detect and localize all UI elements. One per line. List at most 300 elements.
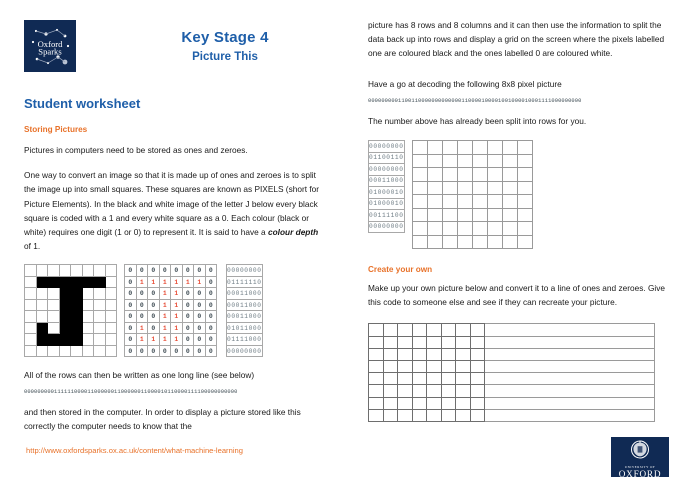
own-answer-line[interactable] — [485, 324, 655, 336]
decode-grid-cell[interactable] — [442, 235, 457, 249]
table-row — [25, 311, 117, 323]
binary-row-value: 01111110 — [227, 276, 263, 288]
table-row — [227, 276, 263, 288]
own-answer-line[interactable] — [485, 336, 655, 348]
own-grid-cell[interactable] — [456, 385, 471, 397]
own-grid-cell[interactable] — [441, 336, 456, 348]
pixel-white — [59, 265, 71, 277]
digit-cell: 1 — [136, 334, 148, 346]
digit-cell: 0 — [182, 322, 194, 334]
digit-cell: 0 — [194, 345, 206, 357]
decode-grid-cell[interactable] — [442, 168, 457, 182]
decode-grid-cell[interactable] — [442, 154, 457, 168]
pixel-white — [48, 345, 60, 357]
own-grid-cell[interactable] — [470, 324, 485, 336]
decode-grid-cell[interactable] — [472, 154, 487, 168]
decode-grid-cell[interactable] — [517, 181, 532, 195]
table-row — [25, 276, 117, 288]
digit-cell: 0 — [194, 288, 206, 300]
table-row — [412, 154, 532, 168]
decode-grid-cell[interactable] — [472, 168, 487, 182]
paragraph-make-your-own: Make up your own picture below and convert it to a line of ones and zeroes. Give this code to someone else and see if they can recreate your picture. — [368, 283, 666, 308]
decode-grid-cell[interactable] — [472, 181, 487, 195]
decode-grid-cell[interactable] — [412, 222, 427, 236]
digit-cell: 1 — [171, 276, 183, 288]
pixel-white — [25, 322, 37, 334]
table-row — [369, 385, 655, 397]
decode-grid-cell[interactable] — [427, 195, 442, 209]
digit-cell: 0 — [148, 299, 160, 311]
decode-grid-cell[interactable] — [502, 222, 517, 236]
decode-grid-cell[interactable] — [502, 208, 517, 222]
digit-cell: 1 — [136, 322, 148, 334]
decode-grid-cell[interactable] — [457, 141, 472, 155]
decode-grid-cell[interactable] — [412, 208, 427, 222]
table-row — [412, 181, 532, 195]
source-url-link[interactable]: http://www.oxfordsparks.ox.ac.uk/content/what-machine-learning — [26, 446, 243, 455]
pixel-white — [25, 288, 37, 300]
digit-cell: 1 — [148, 334, 160, 346]
own-grid-cell[interactable] — [456, 409, 471, 421]
digit-cell: 0 — [194, 311, 206, 323]
table-row — [125, 276, 217, 288]
table-row — [412, 222, 532, 236]
own-grid-cell[interactable] — [470, 409, 485, 421]
table-row — [412, 168, 532, 182]
decode-figure — [368, 140, 668, 249]
own-grid-cell[interactable] — [441, 409, 456, 421]
table-row — [369, 360, 655, 372]
digit-cell: 0 — [205, 276, 217, 288]
digit-cell: 0 — [171, 345, 183, 357]
own-grid-cell[interactable] — [398, 360, 413, 372]
own-grid-cell[interactable] — [383, 373, 398, 385]
decode-grid-cell[interactable] — [487, 168, 502, 182]
own-answer-line[interactable] — [485, 397, 655, 409]
paragraph-have-a-go: Have a go at decoding the following 8x8 pixel picture — [368, 78, 562, 89]
pixel-white — [36, 265, 48, 277]
own-grid-cell[interactable] — [398, 385, 413, 397]
pixel-black — [59, 288, 71, 300]
decode-grid-cell[interactable] — [412, 168, 427, 182]
pixel-black — [48, 276, 60, 288]
pixel-white — [25, 334, 37, 346]
own-grid-cell[interactable] — [470, 348, 485, 360]
digit-cell: 1 — [194, 276, 206, 288]
digit-cell: 0 — [194, 334, 206, 346]
own-grid-cell[interactable] — [470, 373, 485, 385]
digit-cell: 0 — [125, 276, 137, 288]
pixel-white — [94, 322, 106, 334]
decode-grid-cell[interactable] — [517, 235, 532, 249]
digit-cell: 1 — [159, 334, 171, 346]
pixel-white — [36, 345, 48, 357]
table-row — [125, 265, 217, 277]
digit-cell: 0 — [182, 288, 194, 300]
binary-row-value: 00011000 — [227, 311, 263, 323]
table-row — [125, 334, 217, 346]
pixel-white — [36, 311, 48, 323]
decode-grid-cell[interactable] — [412, 195, 427, 209]
pixel-white — [48, 322, 60, 334]
digit-cell: 1 — [148, 276, 160, 288]
table-row — [369, 164, 405, 176]
own-grid-cell[interactable] — [470, 385, 485, 397]
pixel-white — [48, 288, 60, 300]
paragraph-intro: Pictures in computers need to be stored as ones and zeroes. — [24, 145, 248, 155]
digit-cell: 0 — [205, 334, 217, 346]
pixel-white — [94, 299, 106, 311]
pixel-white — [105, 299, 117, 311]
own-grid-cell[interactable] — [427, 373, 442, 385]
binary-row-value: 00000000 — [227, 265, 263, 277]
pixel-white — [94, 334, 106, 346]
pixel-black — [59, 299, 71, 311]
table-row — [227, 345, 263, 357]
pixel-white — [105, 311, 117, 323]
table-row — [369, 221, 405, 233]
pixel-white — [105, 265, 117, 277]
own-grid-cell[interactable] — [412, 385, 427, 397]
pixel-black — [71, 288, 83, 300]
table-row — [369, 324, 655, 336]
pixel-white — [36, 299, 48, 311]
decode-grid-cell[interactable] — [472, 235, 487, 249]
own-grid-cell[interactable] — [412, 373, 427, 385]
decode-grid-cell[interactable] — [442, 141, 457, 155]
digit-cell: 1 — [159, 288, 171, 300]
decode-grid-cell[interactable] — [517, 195, 532, 209]
own-grid-cell[interactable] — [369, 409, 384, 421]
table-row — [25, 288, 117, 300]
digit-cell: 0 — [148, 322, 160, 334]
own-grid-cell[interactable] — [470, 360, 485, 372]
decode-grid-cell[interactable] — [472, 222, 487, 236]
own-grid-cell[interactable] — [369, 385, 384, 397]
digit-cell: 0 — [182, 334, 194, 346]
decode-row-value: 00011000 — [369, 175, 405, 187]
decode-grid-cell[interactable] — [487, 181, 502, 195]
digit-cell: 0 — [182, 311, 194, 323]
pixel-white — [71, 345, 83, 357]
pixel-white — [48, 311, 60, 323]
table-row — [25, 299, 117, 311]
decode-grid-cell[interactable] — [442, 195, 457, 209]
digit-cell: 1 — [171, 299, 183, 311]
paragraph-stored-in-computer: and then stored in the computer. In order to display a picture stored like this correctly the computer needs to know that the — [24, 406, 301, 431]
pixel-white — [82, 334, 94, 346]
decode-grid-cell[interactable] — [487, 141, 502, 155]
decode-grid-cell[interactable] — [502, 154, 517, 168]
own-grid-cell[interactable] — [398, 373, 413, 385]
decode-grid-cell[interactable] — [457, 168, 472, 182]
pixel-black — [36, 276, 48, 288]
digit-cell: 0 — [136, 311, 148, 323]
pixel-black — [71, 334, 83, 346]
table-row — [227, 299, 263, 311]
own-grid-cell[interactable] — [441, 397, 456, 409]
own-grid-cell[interactable] — [441, 385, 456, 397]
own-grid-cell[interactable] — [383, 397, 398, 409]
pixel-black — [71, 311, 83, 323]
page-title: Key Stage 4 — [181, 29, 269, 46]
own-answer-line[interactable] — [485, 348, 655, 360]
digit-cell: 0 — [182, 299, 194, 311]
digit-cell: 0 — [125, 345, 137, 357]
oxford-sparks-logo — [24, 20, 76, 72]
own-grid-cell[interactable] — [412, 409, 427, 421]
pixel-white — [105, 288, 117, 300]
decode-grid-cell[interactable] — [412, 181, 427, 195]
binary-row-value: 00011000 — [227, 288, 263, 300]
own-grid-cell[interactable] — [412, 397, 427, 409]
pixel-white — [48, 299, 60, 311]
decode-grid-cell[interactable] — [427, 168, 442, 182]
pixel-white — [82, 288, 94, 300]
digit-cell: 1 — [159, 299, 171, 311]
own-grid-cell[interactable] — [398, 324, 413, 336]
pixel-black — [48, 334, 60, 346]
decode-row-value: 00000000 — [369, 141, 405, 153]
decode-grid-cell[interactable] — [457, 154, 472, 168]
table-row — [125, 288, 217, 300]
paragraph-one-long-line: All of the rows can then be written as one long line (see below) — [24, 370, 255, 381]
own-grid-cell[interactable] — [441, 373, 456, 385]
binary-row-value: 00011000 — [227, 299, 263, 311]
decode-grid-cell[interactable] — [457, 181, 472, 195]
digit-cell: 1 — [136, 276, 148, 288]
own-grid-cell[interactable] — [456, 348, 471, 360]
digit-cell: 0 — [205, 299, 217, 311]
digit-cell: 0 — [136, 288, 148, 300]
decode-grid-cell[interactable] — [487, 208, 502, 222]
own-grid-cell[interactable] — [383, 409, 398, 421]
decode-grid-cell[interactable] — [487, 235, 502, 249]
paragraph-pixels-b: of 1. — [24, 241, 41, 252]
own-grid-cell[interactable] — [369, 360, 384, 372]
pixel-white — [36, 288, 48, 300]
oxford-logo-line1: UNIVERSITY OF — [624, 464, 656, 469]
right-column — [368, 18, 668, 422]
own-grid-cell[interactable] — [427, 409, 442, 421]
paragraph-pixels-a: One way to convert an image so that it is made up of ones and zeroes is to split the image up into small squares. These squares are known as PIXELS (short for Picture Elements). In the black and white image of the letter J below every black square is coded with a 1 and every white square as a 0. Each colour (black or white) requires one digit (1 or 0) to represent it. It is said to have a — [24, 170, 319, 238]
table-row — [369, 141, 405, 153]
own-grid-cell[interactable] — [383, 336, 398, 348]
own-grid-cell[interactable] — [456, 373, 471, 385]
pixel-black — [36, 334, 48, 346]
digit-cell: 0 — [136, 299, 148, 311]
pixel-black — [82, 276, 94, 288]
oxford-logo-line2: OXFORD — [618, 468, 662, 479]
own-grid-cell[interactable] — [427, 397, 442, 409]
own-grid-cell[interactable] — [441, 324, 456, 336]
own-grid-cell[interactable] — [427, 336, 442, 348]
decode-grid-cell[interactable] — [427, 208, 442, 222]
own-grid-cell[interactable] — [441, 348, 456, 360]
digit-cell: 0 — [205, 288, 217, 300]
long-binary-line: 0000000001111110000110000001100000011000010110000111100000000000 — [24, 388, 238, 395]
pixel-white — [25, 311, 37, 323]
decode-grid-cell[interactable] — [427, 235, 442, 249]
binary-rows-list — [226, 264, 263, 357]
decode-grid-cell[interactable] — [487, 154, 502, 168]
letter-j-figure — [24, 264, 324, 357]
own-grid-cell[interactable] — [369, 397, 384, 409]
pixel-white — [82, 345, 94, 357]
own-answer-line[interactable] — [485, 409, 655, 421]
decode-empty-grid[interactable] — [412, 140, 533, 249]
digit-cell: 0 — [182, 345, 194, 357]
decode-grid-cell[interactable] — [472, 208, 487, 222]
table-row — [25, 322, 117, 334]
digit-cell: 0 — [125, 322, 137, 334]
pixel-white — [71, 265, 83, 277]
own-grid-cell[interactable] — [412, 324, 427, 336]
digit-cell: 0 — [205, 322, 217, 334]
table-row — [227, 322, 263, 334]
table-row — [369, 210, 405, 222]
pixel-white — [25, 265, 37, 277]
decode-grid-cell[interactable] — [457, 222, 472, 236]
own-grid-cell[interactable] — [369, 336, 384, 348]
table-row — [369, 373, 655, 385]
own-grid-cell[interactable] — [412, 348, 427, 360]
own-grid-cell[interactable] — [412, 336, 427, 348]
table-row — [125, 311, 217, 323]
own-grid-cell[interactable] — [456, 324, 471, 336]
table-row — [369, 187, 405, 199]
decode-grid-cell[interactable] — [472, 195, 487, 209]
decode-grid-cell[interactable] — [487, 222, 502, 236]
table-row — [227, 265, 263, 277]
own-grid-cell[interactable] — [441, 360, 456, 372]
decode-grid-cell[interactable] — [517, 154, 532, 168]
decode-grid-cell[interactable] — [412, 154, 427, 168]
own-answer-line[interactable] — [485, 373, 655, 385]
table-row — [227, 288, 263, 300]
pixel-picture-grid — [24, 264, 117, 357]
pixel-black — [71, 276, 83, 288]
decode-grid-cell[interactable] — [517, 208, 532, 222]
oxford-crest-graphic — [629, 440, 651, 459]
decode-grid-cell[interactable] — [517, 168, 532, 182]
decode-grid-cell[interactable] — [427, 154, 442, 168]
decode-grid-cell[interactable] — [502, 235, 517, 249]
oxford-sparks-logo-graphic — [24, 20, 76, 72]
own-grid-cell[interactable] — [369, 348, 384, 360]
table-row — [125, 322, 217, 334]
pixel-white — [82, 265, 94, 277]
own-grid-cell[interactable] — [383, 360, 398, 372]
decode-grid-cell[interactable] — [502, 168, 517, 182]
decode-binary-rows-list — [368, 140, 405, 233]
logo-text-oxford: Oxford — [37, 39, 63, 49]
table-row — [412, 195, 532, 209]
digit-cell: 0 — [136, 265, 148, 277]
decode-grid-cell[interactable] — [427, 181, 442, 195]
decode-grid-cell[interactable] — [502, 181, 517, 195]
left-column — [24, 96, 324, 444]
digit-cell: 0 — [125, 288, 137, 300]
own-grid-cell[interactable] — [383, 385, 398, 397]
table-row — [412, 141, 532, 155]
digit-cell: 0 — [205, 345, 217, 357]
pixel-black — [94, 276, 106, 288]
decode-grid-cell[interactable] — [502, 141, 517, 155]
own-grid-cell[interactable] — [369, 373, 384, 385]
pixel-white — [48, 265, 60, 277]
decode-grid-cell[interactable] — [442, 181, 457, 195]
own-answer-line[interactable] — [485, 360, 655, 372]
own-answer-line[interactable] — [485, 385, 655, 397]
own-grid-cell[interactable] — [398, 348, 413, 360]
decode-grid-cell[interactable] — [487, 195, 502, 209]
own-grid-cell[interactable] — [412, 360, 427, 372]
binary-row-value: 00000000 — [227, 345, 263, 357]
own-grid-cell[interactable] — [427, 348, 442, 360]
decode-row-value: 00000000 — [369, 221, 405, 233]
pixel-black — [59, 311, 71, 323]
table-row — [412, 208, 532, 222]
section-title-student-worksheet: Student worksheet — [24, 96, 141, 111]
digit-cell: 1 — [159, 322, 171, 334]
pixel-black — [59, 334, 71, 346]
own-grid-cell[interactable] — [456, 397, 471, 409]
own-grid-cell[interactable] — [456, 360, 471, 372]
own-grid-cell[interactable] — [427, 385, 442, 397]
decode-grid-cell[interactable] — [457, 208, 472, 222]
digit-cell: 1 — [159, 311, 171, 323]
own-grid-cell[interactable] — [369, 324, 384, 336]
pixel-black — [36, 322, 48, 334]
pixel-white — [105, 345, 117, 357]
decode-grid-cell[interactable] — [457, 195, 472, 209]
decode-grid-cell[interactable] — [472, 141, 487, 155]
own-grid-cell[interactable] — [398, 397, 413, 409]
own-grid-cell[interactable] — [427, 324, 442, 336]
decode-grid-cell[interactable] — [517, 141, 532, 155]
digit-cell: 0 — [148, 288, 160, 300]
decode-grid-cell[interactable] — [427, 141, 442, 155]
table-row — [25, 345, 117, 357]
own-grid-cell[interactable] — [398, 336, 413, 348]
create-your-own-grid[interactable] — [368, 323, 655, 422]
own-grid-cell[interactable] — [427, 360, 442, 372]
decode-row-value: 01000010 — [369, 198, 405, 210]
own-grid-cell[interactable] — [383, 324, 398, 336]
decode-grid-cell[interactable] — [502, 195, 517, 209]
decode-grid-cell[interactable] — [412, 141, 427, 155]
own-grid-cell[interactable] — [470, 336, 485, 348]
table-row — [369, 397, 655, 409]
digit-cell: 0 — [136, 345, 148, 357]
decode-grid-cell[interactable] — [412, 235, 427, 249]
digit-cell: 1 — [182, 276, 194, 288]
decode-grid-cell[interactable] — [517, 222, 532, 236]
decode-grid-cell[interactable] — [442, 222, 457, 236]
sub-heading-storing-pictures: Storing Pictures — [24, 125, 88, 134]
page-subtitle: Picture This — [192, 51, 258, 63]
digit-cell: 1 — [171, 334, 183, 346]
decode-grid-cell[interactable] — [442, 208, 457, 222]
own-grid-cell[interactable] — [470, 397, 485, 409]
own-grid-cell[interactable] — [456, 336, 471, 348]
own-grid-cell[interactable] — [398, 409, 413, 421]
decode-grid-cell[interactable] — [427, 222, 442, 236]
decode-grid-cell[interactable] — [457, 235, 472, 249]
own-grid-cell[interactable] — [383, 348, 398, 360]
digit-cell: 0 — [194, 265, 206, 277]
